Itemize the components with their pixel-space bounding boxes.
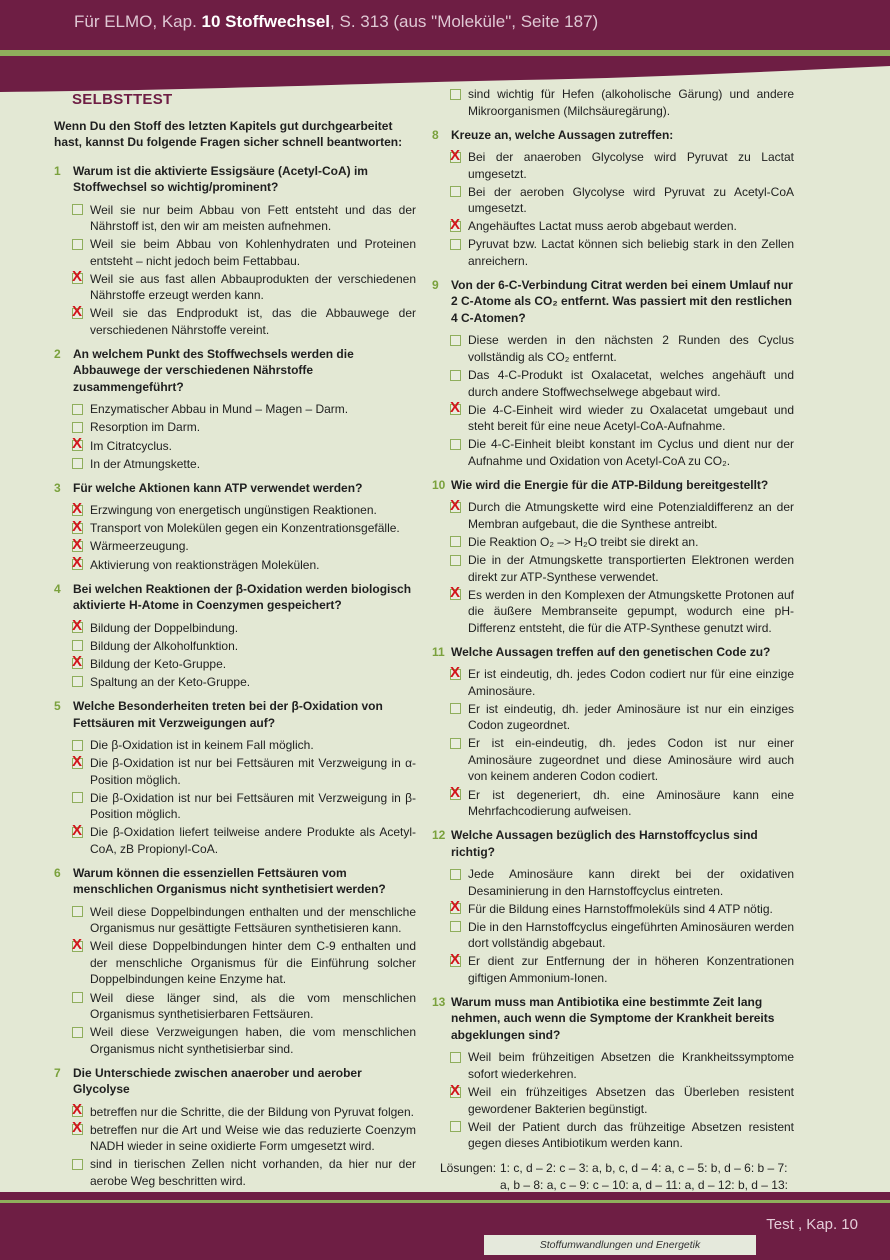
question [54, 581, 416, 614]
checkbox-icon[interactable] [72, 1124, 83, 1135]
checkbox-icon[interactable] [72, 1159, 83, 1170]
checkbox-icon[interactable] [450, 335, 461, 346]
option-item[interactable] [72, 538, 416, 555]
checkbox-icon[interactable] [72, 1106, 83, 1117]
solutions-label: Lösungen: [440, 1161, 497, 1176]
option-text: Weil diese länger sind, als die vom menschlichen Organismus synthetisierbaren Fettsäuren. [90, 990, 416, 1022]
option-item[interactable] [72, 419, 416, 436]
checkbox-icon[interactable] [72, 440, 83, 451]
question-number: 4 [54, 581, 61, 596]
checkbox-icon[interactable] [72, 640, 83, 651]
question-text: Welche Besonderheiten treten bei der β-Oxidation von Fettsäuren mit Verzweigungen auf? [73, 699, 383, 730]
option-item[interactable] [72, 271, 416, 304]
question [54, 346, 416, 396]
option-item[interactable] [450, 919, 794, 952]
option-text: Transport von Molekülen gegen ein Konzentrationsgefälle. [90, 521, 400, 536]
option-text: Bildung der Keto-Gruppe. [90, 656, 227, 671]
option-text: Weil diese Doppelbindungen hinter dem C-9 enthalten und der menschliche Organismus für die Einführung solcher Doppelbindungen keine Enzyme hat. [90, 939, 416, 987]
option-item[interactable] [450, 402, 794, 435]
option-item[interactable] [72, 620, 416, 637]
checkbox-icon[interactable] [72, 906, 83, 917]
option-item[interactable] [72, 1104, 416, 1121]
question-number: 6 [54, 865, 61, 880]
option-item[interactable] [72, 520, 416, 537]
option-item[interactable] [450, 866, 794, 899]
option-item[interactable] [450, 787, 794, 820]
question-text: Für welche Aktionen kann ATP verwendet werden? [73, 480, 363, 495]
checkbox-icon[interactable] [72, 422, 83, 433]
option-item[interactable] [72, 938, 416, 988]
question-text: Wie wird die Energie für die ATP-Bildung bereitgestellt? [451, 477, 769, 492]
question [54, 480, 416, 497]
option-item[interactable] [72, 502, 416, 519]
option-item[interactable] [72, 456, 416, 473]
option-text: Die β-Oxidation ist nur bei Fettsäuren mit Verzweigung in α-Position möglich. [90, 756, 416, 787]
question-text: Welche Aussagen treffen auf den genetischen Code zu? [451, 644, 771, 659]
option-text: Weil ein frühzeitiges Absetzen das Überleben resistent gewordener Bakterien begünstigt. [468, 1085, 794, 1116]
checkbox-icon[interactable] [450, 555, 461, 566]
checkbox-icon[interactable] [72, 273, 83, 284]
option-item[interactable] [450, 901, 794, 918]
option-text: Er ist eindeutig, dh. jedes Codon codiert nur für eine einzige Aminosäure. [468, 667, 794, 698]
option-item[interactable] [450, 552, 794, 585]
checkbox-icon[interactable] [72, 740, 83, 751]
question-number: 7 [54, 1065, 61, 1080]
question-text: Von der 6-C-Verbindung Citrat werden bei einem Umlauf nur 2 C-Atome als CO₂ entfernt. Was passiert mit den restlichen 4 C-Atomen? [451, 277, 793, 325]
question-text: Warum muss man Antibiotika eine bestimmte Zeit lang nehmen, auch wenn die Symptome der Krankheit bereits abgeklungen sind? [451, 994, 775, 1042]
option-item[interactable] [450, 587, 794, 637]
checkbox-icon[interactable] [450, 502, 461, 513]
option-text: Er ist eindeutig, dh. jeder Aminosäure ist nur ein einziges Codon zugeordnet. [468, 701, 794, 733]
option-text: Weil sie das Endprodukt ist, das die Abbauwege der verschiedenen Nährstoffe vereint. [90, 306, 416, 337]
checkbox-icon[interactable] [450, 669, 461, 680]
question [54, 865, 416, 898]
option-item[interactable] [72, 737, 416, 754]
question-number: 1 [54, 163, 61, 178]
option-item[interactable] [450, 436, 794, 469]
question [54, 1065, 416, 1098]
option-text: In der Atmungskette. [90, 456, 201, 471]
checkbox-icon[interactable] [450, 1052, 461, 1063]
question [432, 477, 794, 494]
question-text: Warum ist die aktivierte Essigsäure (Acetyl-CoA) im Stoffwechsel so wichtig/prominent? [73, 163, 368, 194]
option-item[interactable] [450, 701, 794, 734]
option-text: Enzymatischer Abbau in Mund – Magen – Darm. [90, 402, 349, 417]
option-item[interactable] [450, 953, 794, 986]
question-number: 5 [54, 699, 61, 713]
checkbox-icon[interactable] [450, 956, 461, 967]
option-text: Die 4-C-Einheit wird wieder zu Oxalacetat umgebaut und steht bereit für eine neue Acetyl-CoA-Aufnahme. [468, 402, 794, 434]
option-item[interactable] [450, 367, 794, 400]
checkbox-icon[interactable] [72, 1027, 83, 1038]
option-item[interactable] [72, 790, 416, 823]
footer-stripe [0, 1200, 890, 1203]
option-item[interactable] [72, 755, 416, 788]
checkbox-icon[interactable] [72, 992, 83, 1003]
option-item[interactable] [450, 332, 794, 365]
checkbox-icon[interactable] [450, 903, 461, 914]
option-text: Im Citratcyclus. [90, 438, 173, 453]
checkbox-icon[interactable] [72, 622, 83, 633]
option-text: Bildung der Alkoholfunktion. [90, 638, 239, 653]
question [432, 644, 794, 661]
question-number: 2 [54, 346, 61, 361]
question-text: Welche Aussagen bezüglich des Harnstoffcyclus sind richtig? [451, 828, 758, 859]
option-item[interactable] [72, 674, 416, 691]
option-item[interactable] [450, 149, 794, 182]
option-item[interactable] [72, 1024, 416, 1057]
checkbox-icon[interactable] [72, 458, 83, 469]
option-text: Die in den Harnstoffcyclus eingeführten Aminosäuren werden dort vollständig abgebaut. [468, 919, 794, 951]
checkbox-icon[interactable] [72, 559, 83, 570]
option-text: Weil sie beim Abbau von Kohlenhydraten und Proteinen entsteht – nicht jedoch beim Fettabbau. [90, 237, 416, 268]
option-item[interactable] [72, 1122, 416, 1155]
option-text: Weil diese Doppelbindungen enthalten und der menschliche Organismus nur gesättigte Fettsäuren synthetisieren kann. [90, 904, 416, 936]
question-number: 10 [432, 477, 446, 492]
question-text: An welchem Punkt des Stoffwechsels werden die Abbauwege der verschiedenen Nährstoffe zusammengeführt? [73, 346, 354, 394]
option-text: Er dient zur Entfernung der in höheren Konzentrationen giftigen Ammonium-Ionen. [468, 954, 794, 985]
question-text: Kreuze an, welche Aussagen zutreffen: [451, 127, 674, 142]
option-text: Die in der Atmungskette transportierten Elektronen werden direkt zur ATP-Synthese verwendet. [468, 553, 794, 584]
option-item[interactable] [450, 184, 794, 217]
option-item[interactable] [450, 86, 794, 119]
option-item[interactable] [450, 666, 794, 699]
option-text: Bildung der Doppelbindung. [90, 620, 239, 635]
option-item[interactable] [72, 904, 416, 937]
option-item[interactable] [450, 499, 794, 532]
option-item[interactable] [72, 236, 416, 269]
option-text: Weil sie aus fast allen Abbauprodukten der verschiedenen Nährstoffe erzeugt werden kann. [90, 271, 416, 303]
page-title: SELBSTTEST [72, 91, 173, 108]
checkbox-icon[interactable] [450, 239, 461, 250]
checkbox-icon[interactable] [72, 523, 83, 534]
option-text: Spaltung an der Keto-Gruppe. [90, 674, 251, 689]
question [432, 994, 794, 1044]
option-text: Wärmeerzeugung. [90, 539, 189, 554]
checkbox-icon[interactable] [450, 1087, 461, 1098]
checkbox-icon[interactable] [450, 589, 461, 600]
option-text: Die β-Oxidation liefert teilweise andere Produkte als Acetyl-CoA, zB Propionyl-CoA. [90, 825, 416, 856]
checkbox-icon[interactable] [450, 536, 461, 547]
checkbox-icon[interactable] [450, 703, 461, 714]
checkbox-icon[interactable] [72, 676, 83, 687]
option-text: Resorption im Darm. [90, 420, 201, 435]
question-number: 13 [432, 994, 446, 1009]
question [432, 827, 794, 860]
checkbox-icon[interactable] [72, 308, 83, 319]
footer-topic: Stoffumwandlungen und Energetik [484, 1235, 756, 1255]
option-text: Das 4-C-Produkt ist Oxalacetat, welches angehäuft und durch andere Stoffwechselwege abgebaut wird. [468, 368, 794, 399]
checkbox-icon[interactable] [450, 370, 461, 381]
checkbox-icon[interactable] [450, 152, 461, 163]
checkbox-icon[interactable] [72, 239, 83, 250]
option-item[interactable] [450, 1049, 794, 1082]
option-text: Pyruvat bzw. Lactat können sich beliebig stark in den Zellen anreichern. [468, 237, 794, 268]
option-text: Diese werden in den nächsten 2 Runden des Cyclus vollständig als CO₂ entfernt. [468, 333, 794, 364]
option-text: Er ist degeneriert, dh. eine Aminosäure kann eine Mehrfachcodierung aufweisen. [468, 787, 794, 818]
checkbox-icon[interactable] [72, 658, 83, 669]
question-number: 9 [432, 277, 439, 292]
question-number: 3 [54, 480, 61, 495]
intro-text: Wenn Du den Stoff des letzten Kapitels gut durchgearbeitet hast, kannst Du folgende Fragen sicher schnell beantworten: [54, 118, 403, 149]
question-number: 8 [432, 127, 439, 142]
option-item[interactable] [72, 557, 416, 574]
option-item[interactable] [72, 401, 416, 418]
option-text: Aktivierung von reaktionsträgen Molekülen. [90, 557, 320, 572]
checkbox-icon[interactable] [450, 1121, 461, 1132]
footer-bar [0, 1192, 890, 1260]
checkbox-icon[interactable] [450, 404, 461, 415]
option-item[interactable] [450, 1084, 794, 1117]
footer-chapter: Test , Kap. 10 [766, 1216, 858, 1233]
header-chapter: 10 Stoffwechsel [201, 12, 331, 31]
option-text: Er ist ein-eindeutig, dh. jedes Codon ist nur einer Aminosäure zugeordnet und diese Aminosäure wird auch von keinem anderen Codon codiert. [468, 736, 794, 784]
checkbox-icon[interactable] [450, 789, 461, 800]
option-text: Weil sie nur beim Abbau von Fett entsteht und das der Nährstoff ist, den wir am meisten aufnehmen. [90, 202, 416, 233]
option-text: Für die Bildung eines Harnstoffmoleküls sind 4 ATP nötig. [468, 901, 773, 916]
checkbox-icon[interactable] [72, 792, 83, 803]
left-column [54, 92, 416, 1197]
option-item[interactable] [72, 1156, 416, 1189]
option-text: Erzwingung von energetisch ungünstigen Reaktionen. [90, 503, 377, 518]
header-title: Für ELMO, Kap. 10 Stoffwechsel, S. 313 (aus "Moleküle", Seite 187) [74, 12, 599, 31]
checkbox-icon[interactable] [450, 921, 461, 932]
option-item[interactable] [450, 218, 794, 235]
option-item[interactable] [450, 236, 794, 269]
option-item[interactable] [72, 638, 416, 655]
checkbox-icon[interactable] [450, 439, 461, 450]
option-text: Bei der aeroben Glycolyse wird Pyruvat zu Acetyl-CoA umgesetzt. [468, 184, 794, 216]
checkbox-icon[interactable] [72, 827, 83, 838]
option-item[interactable] [72, 656, 416, 673]
option-item[interactable] [450, 735, 794, 785]
question [432, 127, 794, 144]
checkbox-icon[interactable] [72, 204, 83, 215]
question [54, 698, 416, 731]
question [54, 163, 416, 196]
question-number: 11 [432, 644, 445, 659]
question-text: Warum können die essenziellen Fettsäuren vom menschlichen Organismus nicht synthetisiert werden? [73, 865, 386, 897]
option-text: sind in tierischen Zellen nicht vorhanden, da hier nur der aerobe Weg beschritten wird. [90, 1157, 416, 1188]
checkbox-icon[interactable] [72, 941, 83, 952]
option-item[interactable] [72, 305, 416, 338]
question-text: Die Unterschiede zwischen anaerober und aerober Glycolyse [73, 1065, 362, 1097]
checkbox-icon[interactable] [450, 869, 461, 880]
question-text: Bei welchen Reaktionen der β-Oxidation werden biologisch aktivierte H-Atome in Coenzymen gespeichert? [73, 581, 412, 613]
option-item[interactable] [72, 202, 416, 235]
option-text: Die Reaktion O₂ –> H₂O treibt sie direkt an. [468, 534, 699, 549]
option-text: Angehäuftes Lactat muss aerob abgebaut werden. [468, 219, 737, 234]
option-text: Weil beim frühzeitigen Absetzen die Krankheitssymptome sofort wiederkehren. [468, 1050, 794, 1081]
checkbox-icon[interactable] [72, 541, 83, 552]
option-text: betreffen nur die Schritte, die der Bildung von Pyruvat folgen. [90, 1104, 414, 1119]
option-text: Weil der Patient durch das frühzeitige Absetzen resistent gegen dieses Antibiotikum werden kann. [468, 1119, 794, 1151]
option-text: Die 4-C-Einheit bleibt konstant im Cyclus und dient nur der Aufnahme und Oxidation von Acetyl-CoA zu CO₂. [468, 437, 794, 468]
option-item[interactable] [72, 990, 416, 1023]
checkbox-icon[interactable] [450, 186, 461, 197]
right-column [432, 86, 794, 1210]
question [432, 277, 794, 327]
checkbox-icon[interactable] [450, 89, 461, 100]
option-text: sind wichtig für Hefen (alkoholische Gärung) und andere Mikroorganismen (Milchsäuregärung). [468, 87, 794, 118]
option-text: Es werden in den Komplexen der Atmungskette Protonen auf die äußere Membranseite gepumpt, wodurch eine pH-Differenz entsteht, die für die ATP-Synthese genutzt wird. [468, 587, 794, 635]
option-text: Bei der anaeroben Glycolyse wird Pyruvat zu Lactat umgesetzt. [468, 150, 794, 181]
solutions-text: 1: c, d – 2: c – 3: a, b, c, d – 4: a, c – 5: b, d – 6: b – 7: a, b – 8: a, c – 9: c – 10: a, d – 11: a, d – 12: b, d – 13: [500, 1161, 788, 1192]
question-number: 12 [432, 828, 446, 843]
checkbox-icon[interactable] [72, 404, 83, 415]
option-text: Jede Aminosäure kann direkt bei der oxidativen Desaminierung in den Harnstoffcyclus eintreten. [468, 867, 794, 898]
checkbox-icon[interactable] [72, 505, 83, 516]
checkbox-icon[interactable] [72, 758, 83, 769]
checkbox-icon[interactable] [450, 221, 461, 232]
option-text: betreffen nur die Art und Weise wie das reduzierte Coenzym NADH wieder in seine oxidierte Form umgesetzt wird. [90, 1122, 416, 1154]
option-item[interactable] [450, 1119, 794, 1152]
option-item[interactable] [72, 824, 416, 857]
option-item[interactable] [72, 438, 416, 455]
option-text: Die β-Oxidation ist in keinem Fall möglich. [90, 738, 314, 752]
header-bar [0, 0, 890, 50]
checkbox-icon[interactable] [450, 738, 461, 749]
option-text: Durch die Atmungskette wird eine Potenzialdifferenz an der Membran aufgebaut, die die Synthese antreibt. [468, 500, 794, 531]
option-text: Die β-Oxidation ist nur bei Fettsäuren mit Verzweigung in β-Position möglich. [90, 790, 416, 822]
option-item[interactable] [450, 534, 794, 551]
option-text: Weil diese Verzweigungen haben, die vom menschlichen Organismus nicht synthetisierbar sind. [90, 1025, 416, 1056]
